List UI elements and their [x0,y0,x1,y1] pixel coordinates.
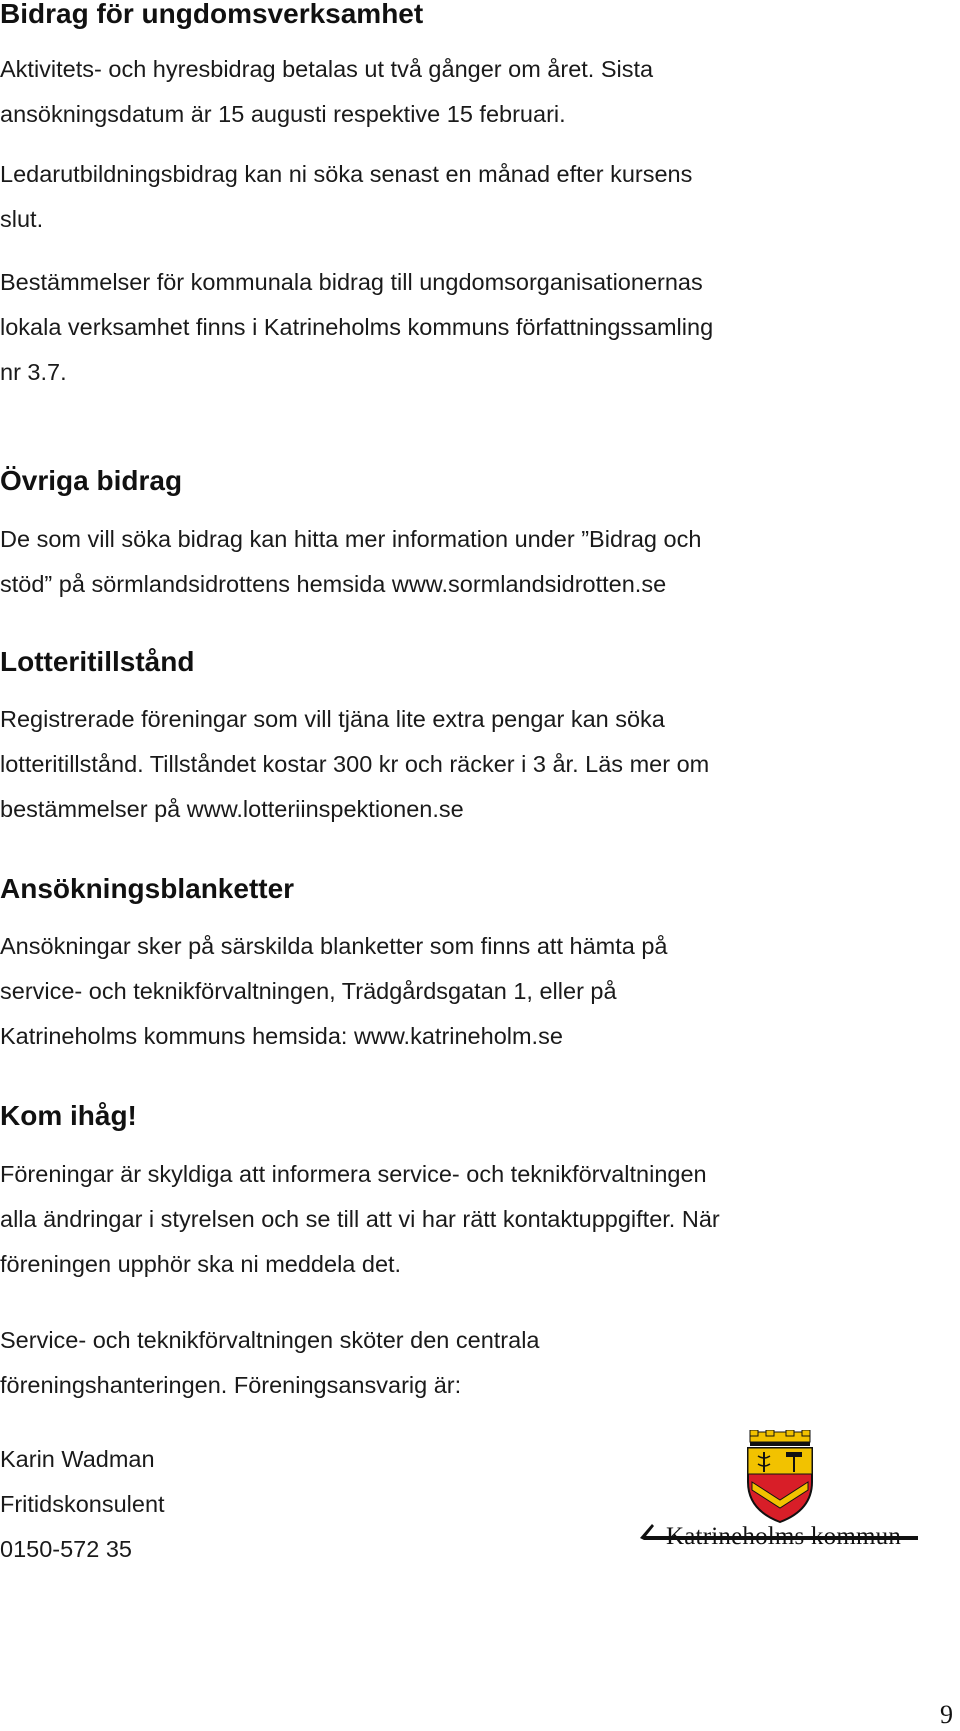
page-number: 9 [940,1700,953,1729]
heading-lottery-permit: Lotteritillstånd [0,646,195,677]
crown-icon [750,1430,810,1446]
heading-other-grants: Övriga bidrag [0,465,183,496]
paragraph-application-forms: Ansökningar sker på särskilda blanketter som finns att hämta på service- och teknikförvaltningen, Trädgårdsgatan 1, eller på Katrineholms kommuns hemsida: www.katrineholm.se [0,933,668,1049]
paragraph-association-management: Service- och teknikförvaltningen sköter den centrala föreningshanteringen. Föreningsansvarig är: [0,1327,540,1398]
contact-title: Fritidskonsulent [0,1491,165,1517]
heading-youth-grants: Bidrag för ungdomsverksamhet [0,0,424,29]
heading-remember: Kom ihåg! [0,1100,137,1131]
heading-application-forms: Ansökningsblanketter [0,873,295,904]
paragraph-other-grants: De som vill söka bidrag kan hitta mer information under ”Bidrag och stöd” på sörmlandsidrottens hemsida www.sormlandsidrotten.se [0,526,702,597]
paragraph-inform-changes: Föreningar är skyldiga att informera service- och teknikförvaltningen alla ändringar i styrelsen och se till att vi har rätt kontaktuppgifter. När föreningen upphör ska ni meddela det. [0,1161,720,1277]
paragraph-lottery-permit: Registrerade föreningar som vill tjäna lite extra pengar kan söka lotteritillstånd. Tillståndet kostar 300 kr och räcker i 3 år. Läs mer om bestämmelser på www.lotteriinspektionen.se [0,706,710,822]
contact-block [0,1437,165,1572]
paragraph-payment-schedule: Aktivitets- och hyresbidrag betalas ut två gånger om året. Sista ansökningsdatum är 15 augusti respektive 15 februari. [0,56,654,127]
contact-name: Karin Wadman [0,1446,155,1472]
logo-text: Katrineholms kommun [666,1523,902,1550]
contact-phone: 0150-572 35 [0,1536,132,1562]
paragraph-regulations: Bestämmelser för kommunala bidrag till ungdomsorganisationernas lokala verksamhet finns i Katrineholms kommuns författningssamling nr 3.7. [0,269,714,385]
paragraph-leader-training: Ledarutbildningsbidrag kan ni söka senast en månad efter kursens slut. [0,161,693,232]
